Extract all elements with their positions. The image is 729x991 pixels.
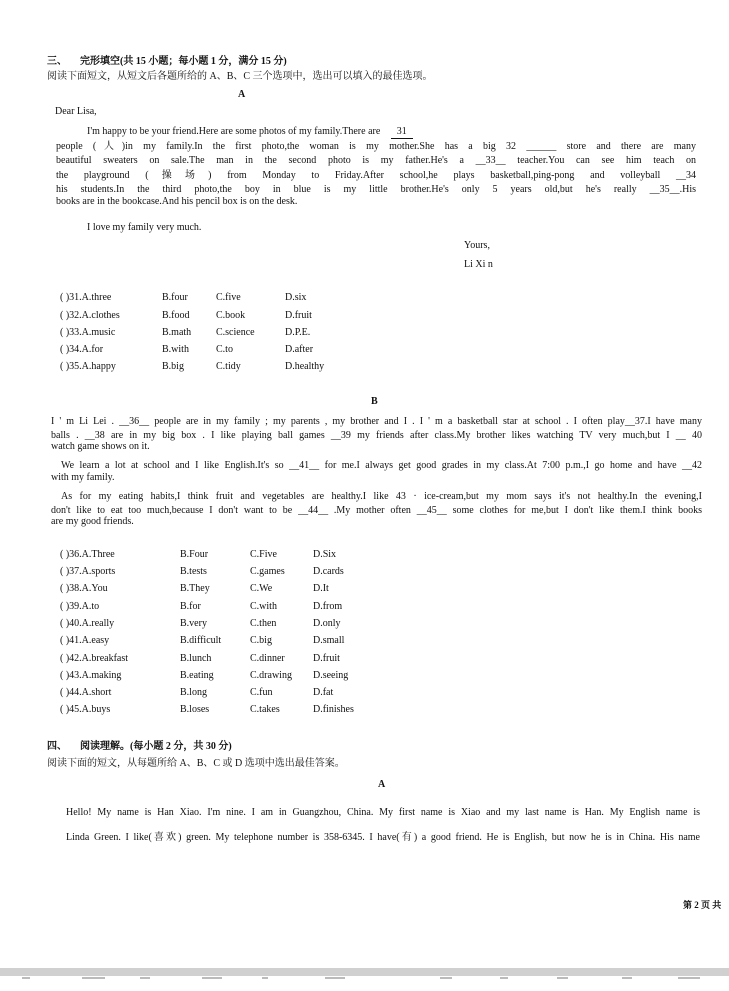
question-option-a: ( )45.A.buys bbox=[60, 704, 111, 715]
letter-salutation: Dear Lisa, bbox=[55, 106, 97, 117]
question-option-a: ( )36.A.Three bbox=[60, 549, 115, 560]
section3-title: 完形填空(共 15 小题；每小题 1 分，满分 15 分) bbox=[80, 56, 287, 67]
passage-b-line: balls . __38 are in my big box . I like playing ball games __39 my friends after class.My brother likes watching TV very much,but I __ 40 bbox=[51, 430, 702, 441]
scan-footer-bar bbox=[0, 968, 729, 976]
passage-b-line: with my family. bbox=[51, 472, 115, 483]
question-option-b: B.for bbox=[180, 601, 201, 612]
question-option-c: C.fun bbox=[250, 687, 273, 698]
question-option-b: B.tests bbox=[180, 566, 207, 577]
question-option-a: ( )33.A.music bbox=[60, 327, 116, 338]
question-option-b: B.They bbox=[180, 583, 210, 594]
question-option-a: ( )32.A.clothes bbox=[60, 310, 120, 321]
question-option-c: C.with bbox=[250, 601, 277, 612]
section3-number: 三、 bbox=[47, 56, 67, 67]
question-option-b: B.Four bbox=[180, 549, 209, 560]
passage-b-line: We learn a lot at school and I like English.It's so __41__ for me.I always get good grades in my class.At 7:00 p.m.,I go home and have __42 bbox=[61, 460, 702, 471]
question-option-c: C.drawing bbox=[250, 670, 292, 681]
question-option-d: D.small bbox=[313, 635, 345, 646]
question-option-a: ( )34.A.for bbox=[60, 344, 104, 355]
question-option-b: B.food bbox=[162, 310, 190, 321]
question-option-c: C.then bbox=[250, 618, 277, 629]
question-option-b: B.eating bbox=[180, 670, 214, 681]
letter-closing: Yours, bbox=[464, 240, 490, 251]
question-option-b: B.math bbox=[162, 327, 192, 338]
question-option-d: D.healthy bbox=[285, 361, 325, 372]
section4-passage-line: Linda Green. I like(喜欢) green. My telephone number is 358-6345. I have(有) a good friend. He is English, but now he is in China. His name bbox=[66, 832, 700, 843]
question-option-d: D.Six bbox=[313, 549, 337, 560]
question-option-d: D.from bbox=[313, 601, 343, 612]
question-option-b: B.big bbox=[162, 361, 184, 372]
question-option-d: D.finishes bbox=[313, 704, 354, 715]
passage-b-line: As for my eating habits,I think fruit and vegetables are healthy.I like 43 · ice-cream,but my mom says it's not healthy.In the evening,I bbox=[61, 491, 702, 502]
passage-b-line: are my good friends. bbox=[51, 516, 134, 527]
passage-a-line: the playground (操场) from Monday to Friday.After school,he plays basketball,ping-pong and volleyball __34 bbox=[56, 170, 696, 181]
question-option-b: B.four bbox=[162, 292, 188, 303]
question-option-d: D.only bbox=[313, 618, 341, 629]
question-option-b: B.very bbox=[180, 618, 207, 629]
question-option-d: D.six bbox=[285, 292, 307, 303]
passage-a-love: I love my family very much. bbox=[87, 222, 202, 233]
question-option-c: C.big bbox=[250, 635, 272, 646]
blank-31: 31 bbox=[391, 126, 413, 139]
passage-a-line: his students.In the third photo,the boy in blue is my little brother.He's only 5 years old,but he's really __35__.His bbox=[56, 184, 696, 195]
question-option-a: ( )43.A.making bbox=[60, 670, 122, 681]
question-option-a: ( )39.A.to bbox=[60, 601, 100, 612]
scan-footer-dashes bbox=[0, 976, 729, 980]
question-option-d: D.It bbox=[313, 583, 329, 594]
question-option-c: C.science bbox=[216, 327, 255, 338]
page-number: 第 2 页 共 bbox=[683, 900, 722, 910]
question-option-c: C.We bbox=[250, 583, 273, 594]
section4-passage-label: A bbox=[378, 779, 386, 790]
passage-a-intro-text: I'm happy to be your friend.Here are some photos of my family.There are bbox=[87, 126, 381, 137]
section4-passage-line: Hello! My name is Han Xiao. I'm nine. I am in Guangzhou, China. My first name is Xiao and my last name is Han. My English name is bbox=[66, 807, 700, 818]
question-option-a: ( )35.A.happy bbox=[60, 361, 116, 372]
question-option-c: C.to bbox=[216, 344, 233, 355]
passage-a-line: books are in the bookcase.And his pencil box is on the desk. bbox=[56, 196, 298, 207]
question-option-b: B.with bbox=[162, 344, 189, 355]
section4-instruction: 阅读下面的短文，从每题所给 A、B、C 或 D 选项中选出最佳答案。 bbox=[47, 758, 345, 769]
question-option-d: D.cards bbox=[313, 566, 344, 577]
question-option-a: ( )38.A.You bbox=[60, 583, 108, 594]
question-option-a: ( )42.A.breakfast bbox=[60, 653, 129, 664]
question-option-a: ( )37.A.sports bbox=[60, 566, 116, 577]
question-option-d: D.fruit bbox=[285, 310, 312, 321]
question-option-c: C.dinner bbox=[250, 653, 285, 664]
passage-a-line: people (人)in my family.In the first photo,the woman is my mother.She has a big 32 ______ store and there are many bbox=[56, 141, 696, 152]
passage-b-line: I ' m Li Lei . __36__ people are in my family ; my parents , my brother and I . I ' m a basketball star at school . I often play__37.I have many bbox=[51, 416, 702, 427]
question-option-a: ( )31.A.three bbox=[60, 292, 112, 303]
question-option-c: C.games bbox=[250, 566, 285, 577]
passage-a-intro bbox=[87, 126, 413, 139]
section4-number: 四、 bbox=[47, 741, 67, 752]
question-option-d: D.fruit bbox=[313, 653, 340, 664]
question-option-c: C.Five bbox=[250, 549, 277, 560]
passage-b-line: watch game shows on it. bbox=[51, 441, 150, 452]
question-option-a: ( )40.A.really bbox=[60, 618, 115, 629]
question-option-d: D.seeing bbox=[313, 670, 349, 681]
question-option-d: D.fat bbox=[313, 687, 334, 698]
question-option-d: D.P.E. bbox=[285, 327, 311, 338]
question-option-b: B.loses bbox=[180, 704, 210, 715]
question-option-c: C.tidy bbox=[216, 361, 241, 372]
section4-title: 阅读理解。(每小题 2 分，共 30 分) bbox=[80, 741, 232, 752]
question-option-b: B.difficult bbox=[180, 635, 222, 646]
question-option-d: D.after bbox=[285, 344, 314, 355]
passage-a-line: beautiful sweaters on sale.The man in the second photo is my father.He's a __33__ teacher.You can see him teach on bbox=[56, 155, 696, 166]
question-option-c: C.takes bbox=[250, 704, 280, 715]
section3-instruction: 阅读下面短文，从短文后各题所给的 A、B、C 三个选项中，选出可以填入的最佳选项。 bbox=[47, 71, 433, 82]
question-option-b: B.long bbox=[180, 687, 207, 698]
question-option-b: B.lunch bbox=[180, 653, 212, 664]
passage-b-label: B bbox=[371, 396, 378, 407]
question-option-c: C.five bbox=[216, 292, 241, 303]
passage-a-label: A bbox=[238, 89, 246, 100]
question-option-c: C.book bbox=[216, 310, 246, 321]
letter-signature: Li Xi n bbox=[464, 259, 493, 270]
question-option-a: ( )41.A.easy bbox=[60, 635, 110, 646]
question-option-a: ( )44.A.short bbox=[60, 687, 112, 698]
passage-b-line: don't like to eat too much,because I don't want to be __44__ .My mother often __45__ some clothes for me,but I don't like them.I think books bbox=[51, 505, 702, 516]
